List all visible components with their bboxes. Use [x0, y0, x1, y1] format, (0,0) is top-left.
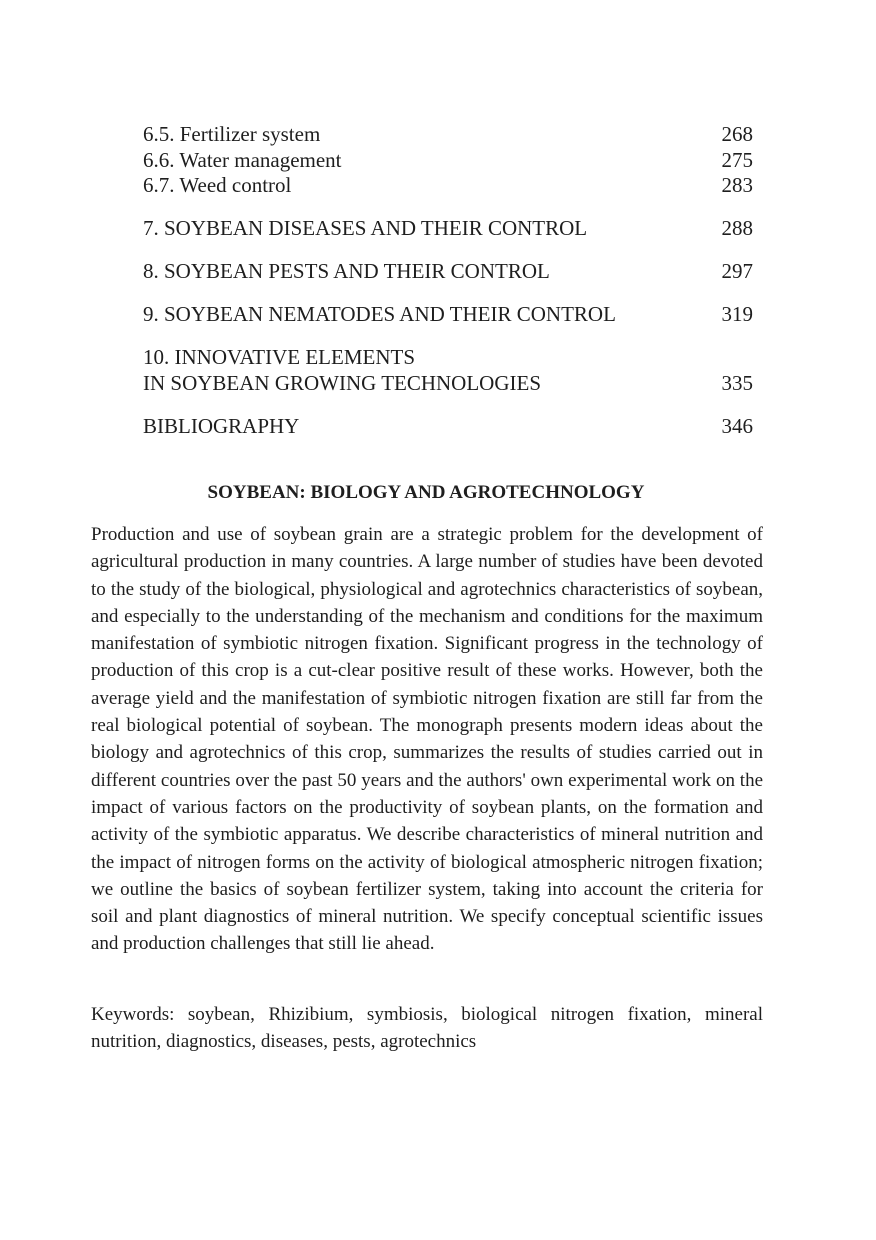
toc-entry-title: BIBLIOGRAPHY — [143, 413, 300, 438]
toc-entry-page: 268 — [721, 122, 753, 146]
toc-entry-page: 275 — [721, 147, 753, 172]
abstract-body: Production and use of soybean grain are a strategic problem for the development of agricultural production in many countries. A large number of studies have been devoted to the study of the biological, physiological and agrotechnics characteristics of soybean, and especially to the understanding of the mechanism and conditions for the maximum manifestation of symbiotic nitrogen fixation. Significant progress in the technology of production of this crop is a cut-clear positive result of these works. However, both the average yield and the manifestation of symbiotic nitrogen fixation are still far from the real biological potential of soybean. The monograph presents modern ideas about the biology and agrotechnics of this crop, summarizes the results of studies carried out in different countries over the past 50 years and the authors' own experimental work on the impact of various factors on the productivity of soybean plants, on the formation and activity of the symbiotic apparatus. We describe characteristics of mineral nutrition and the impact of nitrogen forms on the activity of biological atmospheric nitrogen fixation; we outline the basics of soybean fertilizer system, taking into account the criteria for soil and plant diagnostics of mineral nutrition. We specify conceptual scientific issues and production challenges that still lie ahead. — [91, 524, 763, 955]
toc-entry-title: 10. INNOVATIVE ELEMENTS IN SOYBEAN GROWING TECHNOLOGIES — [143, 345, 542, 395]
toc-entry — [143, 345, 753, 396]
abstract-title: SOYBEAN: BIOLOGY AND AGROTECHNOLOGY — [207, 482, 645, 503]
toc-entry-title: 9. SOYBEAN NEMATODES AND THEIR CONTROL — [143, 302, 616, 326]
table-of-contents — [143, 122, 753, 439]
toc-entry-page: 288 — [721, 216, 753, 240]
toc-entry-page: 319 — [721, 302, 753, 326]
toc-entry-title: 7. SOYBEAN DISEASES AND THEIR CONTROL — [143, 216, 588, 240]
toc-entry — [143, 216, 753, 242]
toc-entry-title: 6.6. Water management — [143, 147, 342, 172]
toc-entry — [143, 148, 753, 174]
toc-entry — [143, 302, 753, 328]
toc-entry-page: 335 — [721, 370, 753, 395]
toc-entry-page: 283 — [721, 173, 753, 197]
toc-entry — [143, 259, 753, 285]
toc-entry-title: 6.5. Fertilizer system — [143, 122, 321, 146]
keywords: Keywords: soybean, Rhizibium, symbiosis, biological nitrogen fixation, mineral nutrition, diagnostics, diseases, pests, agrotechnics — [91, 1004, 763, 1053]
toc-entry-title: 6.7. Weed control — [143, 173, 292, 197]
toc-entry — [143, 414, 753, 440]
toc-entry — [143, 122, 753, 148]
toc-entry — [143, 173, 753, 199]
toc-entry-page: 346 — [721, 413, 753, 438]
toc-entry-title: 8. SOYBEAN PESTS AND THEIR CONTROL — [143, 259, 550, 283]
toc-entry-page: 297 — [721, 259, 753, 283]
